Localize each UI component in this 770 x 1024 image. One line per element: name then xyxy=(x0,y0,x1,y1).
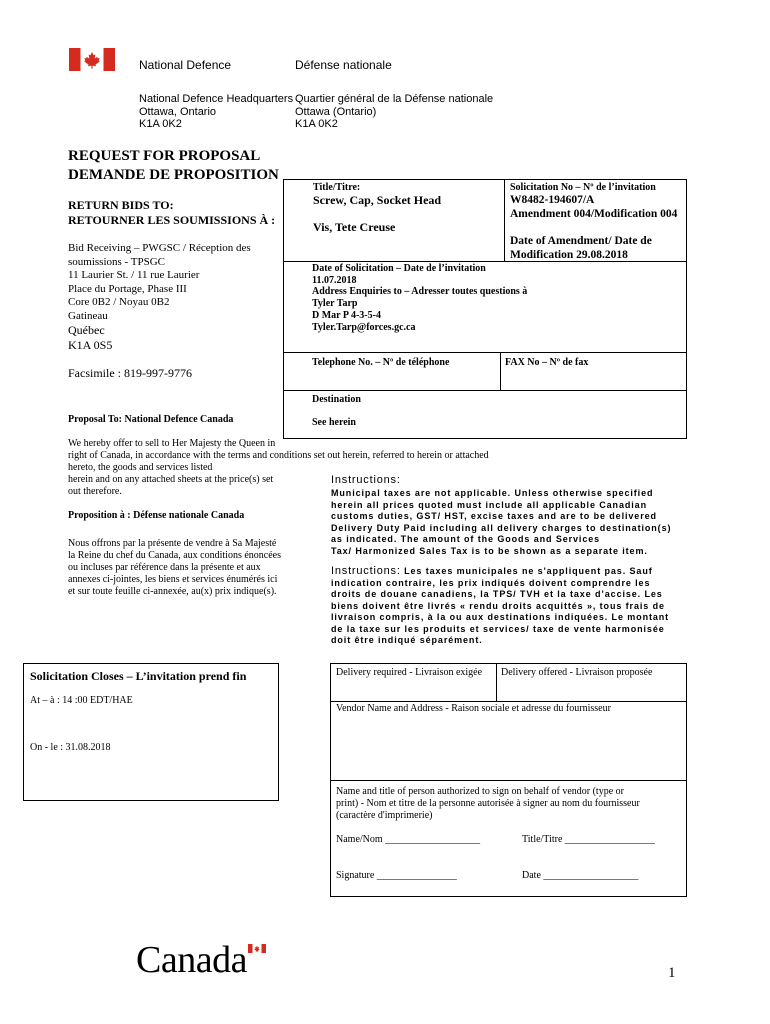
proposal-to-fr: Proposition à : Défense nationale Canada xyxy=(68,510,245,521)
title-value-fr: Vis, Tete Creuse xyxy=(313,220,396,234)
closing-time: At – à : 14 :00 EDT/HAE xyxy=(30,695,133,706)
return-bids-province-postal: Québec K1A 0S5 xyxy=(68,323,113,352)
contact-name: Tyler Tarp xyxy=(312,298,358,309)
instructions-text-fr: Instructions: Les taxes municipales ne s'appliquent pas. Sauf indication contraire, les prix indiqués doivent comprendre les droits de douane canadiens, la TPS/ TVH et la taxe d’accise. Les biens doivent être livrés « rendu droits acquittés », tous frais de livraison compris, à la ou aux destinations indiquées. Le montant de la taxe sur les produits et services/ taxe de vente harmonisée doit être indiqué séparément. xyxy=(331,565,670,645)
hq-address-en: National Defence Headquarters Ottawa, Ontario K1A 0K2 xyxy=(139,93,294,130)
solicitation-number-block xyxy=(510,193,677,221)
offer-text-fr: Nous offrons par la présente de vendre à Sa Majesté la Reine du chef du Canada, aux conditions énoncées ou incluses par référence dans la présente et aux annexes ci-jointes, les biens et services énumérés ici et sur toute feuille ci-annexée, au(x) prix indique(s). xyxy=(68,538,281,597)
fax-label: FAX No – Nº de fax xyxy=(505,357,589,368)
delivery-offered: Delivery offered - Livraison proposée xyxy=(501,667,653,678)
return-bids-address: Bid Receiving – PWGSC / Réception des soumissions - TPSGC 11 Laurier St. / 11 rue Laurier Place du Portage, Phase III Core 0B2 / Noyau 0B2 Gatineau xyxy=(68,242,251,322)
vendor-name-address: Vendor Name and Address - Raison sociale et adresse du fournisseur xyxy=(336,703,611,714)
wordmark-flag-icon xyxy=(248,944,266,953)
name-field[interactable]: Name/Nom ___________________ xyxy=(336,834,481,845)
solicitation-number: W8482-194607/A xyxy=(510,194,595,206)
authorized-person-label: Name and title of person authorized to sign on behalf of vendor (type or print) - Nom et titre de la personne autorisée à signer au nom du fournisseur (caractère d'imprimerie) xyxy=(336,786,640,821)
document-title: REQUEST FOR PROPOSAL DEMANDE DE PROPOSITION xyxy=(68,148,279,183)
proposal-to-en: Proposal To: National Defence Canada xyxy=(68,414,234,425)
solicitation-label: Solicitation No – Nº de l’invitation xyxy=(510,182,656,193)
instructions-heading-fr: Instructions: xyxy=(331,565,401,577)
canada-flag-icon xyxy=(68,48,116,71)
signature-field[interactable]: Signature ________________ xyxy=(336,870,457,881)
destination-label: Destination xyxy=(312,394,361,405)
address-enquiries: Address Enquiries to – Adresser toutes questions à Tyler Tarp D Mar P 4-3-5-4 Tyler.Tarp@forces.gc.ca xyxy=(312,286,528,333)
closing-date: On - le : 31.08.2018 xyxy=(30,742,111,753)
destination-value: See herein xyxy=(312,417,356,428)
offer-text-en: We hereby offer to sell to Her Majesty the Queen in right of Canada, in accordance with the terms and conditions set out herein, referred to herein or attached hereto, the goods and services listed herein and on any attached sheets at the price(s) set out therefore. xyxy=(68,438,489,497)
instructions-text-en: Municipal taxes are not applicable. Unless otherwise specified herein all prices quoted must include all applicable Canadian customs duties, GST/ HST, excise taxes and are to be delivered Delivery Duty Paid including all delivery charges to destination(s) as indicated. The amount of the Goods and Services Tax/ Harmonized Sales Tax is to be shown as a separate item. xyxy=(331,488,672,556)
amendment-number: Amendment 004/Modification 004 xyxy=(510,208,678,220)
delivery-required: Delivery required - Livraison exigée xyxy=(336,667,483,678)
return-bids-heading: RETURN BIDS TO: RETOURNER LES SOUMISSIONS À : xyxy=(68,198,276,227)
dept-name-en: National Defence xyxy=(139,58,232,72)
amendment-date: Date of Amendment/ Date de Modification 29.08.2018 xyxy=(510,235,652,261)
contact-office: D Mar P 4-3-5-4 xyxy=(312,310,381,321)
facsimile: Facsimile : 819-997-9776 xyxy=(68,366,192,380)
title-label: Title/Titre: xyxy=(313,182,361,193)
date-field[interactable]: Date ___________________ xyxy=(522,870,639,881)
solicitation-date: Date of Solicitation – Date de l’invitation 11.07.2018 xyxy=(312,263,486,286)
contact-email: Tyler.Tarp@forces.gc.ca xyxy=(312,322,416,333)
instructions-heading-en: Instructions: xyxy=(331,474,401,486)
solicitation-closes-heading: Solicitation Closes – L’invitation prend fin xyxy=(30,669,247,683)
telephone-label: Telephone No. – Nº de téléphone xyxy=(312,357,450,368)
hq-address-fr: Quartier général de la Défense nationale Ottawa (Ontario) K1A 0K2 xyxy=(295,93,494,130)
page-number: 1 xyxy=(668,965,676,981)
canada-wordmark: Canada xyxy=(136,939,247,981)
title-field[interactable]: Title/Titre __________________ xyxy=(522,834,655,845)
dept-name-fr: Défense nationale xyxy=(295,58,392,72)
title-value-en: Screw, Cap, Socket Head xyxy=(313,193,442,207)
